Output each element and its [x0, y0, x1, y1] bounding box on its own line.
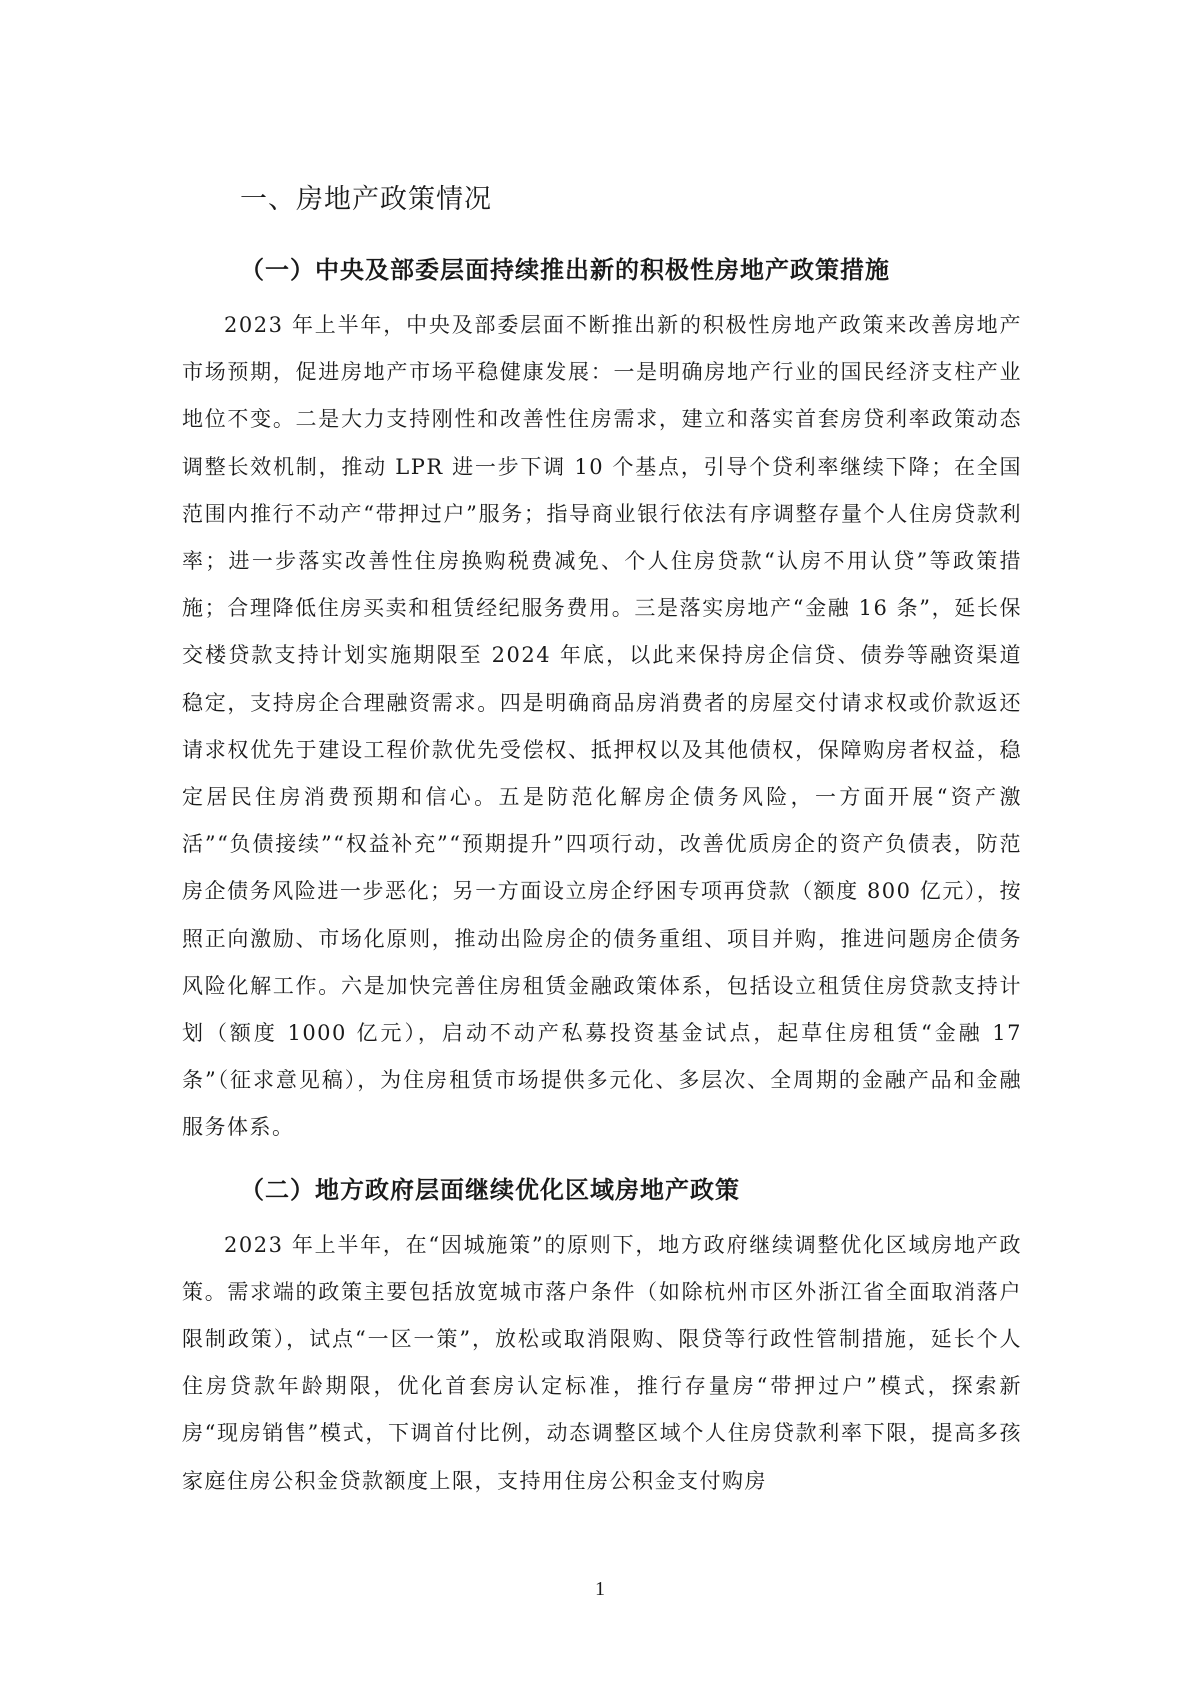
section-title: 一、房地产政策情况 [240, 184, 492, 215]
document-body [182, 168, 1022, 1505]
page-number: 1 [595, 1578, 605, 1600]
subsection-heading-1: （一）中央及部委层面持续推出新的积极性房地产政策措施 [240, 256, 890, 284]
subsection-paragraph-2: 2023 年上半年，在“因城施策”的原则下，地方政府继续调整优化区域房地产政策。需求端的政策主要包括放宽城市落户条件（如除杭州市区外浙江省全面取消落户限制政策），试点“一区一策”，放松或取消限购、限贷等行政性管制措施，延长个人住房贷款年龄期限，优化首套房认定标准，推行存量房“带押过户”模式，探索新房“现房销售”模式，下调首付比例，动态调整区域个人住房贷款利率下限，提高多孩家庭住房公积金贷款额度上限，支持用住房公积金支付购房 [182, 1232, 1022, 1493]
subsection-paragraph-1: 2023 年上半年，中央及部委层面不断推出新的积极性房地产政策来改善房地产市场预期，促进房地产市场平稳健康发展：一是明确房地产行业的国民经济支柱产业地位不变。二是大力支持刚性和改善性住房需求，建立和落实首套房贷利率政策动态调整长效机制，推动 LPR 进一步下调 10 个基点，引导个贷利率继续下降；在全国范围内推行不动产“带押过户”服务；指导商业银行依法有序调整存量个人住房贷款利率；进一步落实改善性住房换购税费减免、个人住房贷款“认房不用认贷”等政策措施；合理降低住房买卖和租赁经纪服务费用。三是落实房地产“金融 16 条”，延长保交楼贷款支持计划实施期限至 2024 年底，以此来保持房企信贷、债券等融资渠道稳定，支持房企合理融资需求。四是明确商品房消费者的房屋交付请求权或价款返还请求权优先于建设工程价款优先受偿权、抵押权以及其他债权，保障购房者权益，稳定居民住房消费预期和信心。五是防范化解房企债务风险，一方面开展“资产激活”“负债接续”“权益补充”“预期提升”四项行动，改善优质房企的资产负债表，防范房企债务风险进一步恶化；另一方面设立房企纾困专项再贷款（额度 800 亿元），按照正向激励、市场化原则，推动出险房企的债务重组、项目并购，推进问题房企债务风险化解工作。六是加快完善住房租赁金融政策体系，包括设立租赁住房贷款支持计划（额度 1000 亿元），启动不动产私募投资基金试点，起草住房租赁“金融 17 条”（征求意见稿），为住房租赁市场提供多元化、多层次、全周期的金融产品和金融服务体系。 [182, 313, 1022, 1140]
subsection-heading-2: （二）地方政府层面继续优化区域房地产政策 [240, 1175, 740, 1204]
